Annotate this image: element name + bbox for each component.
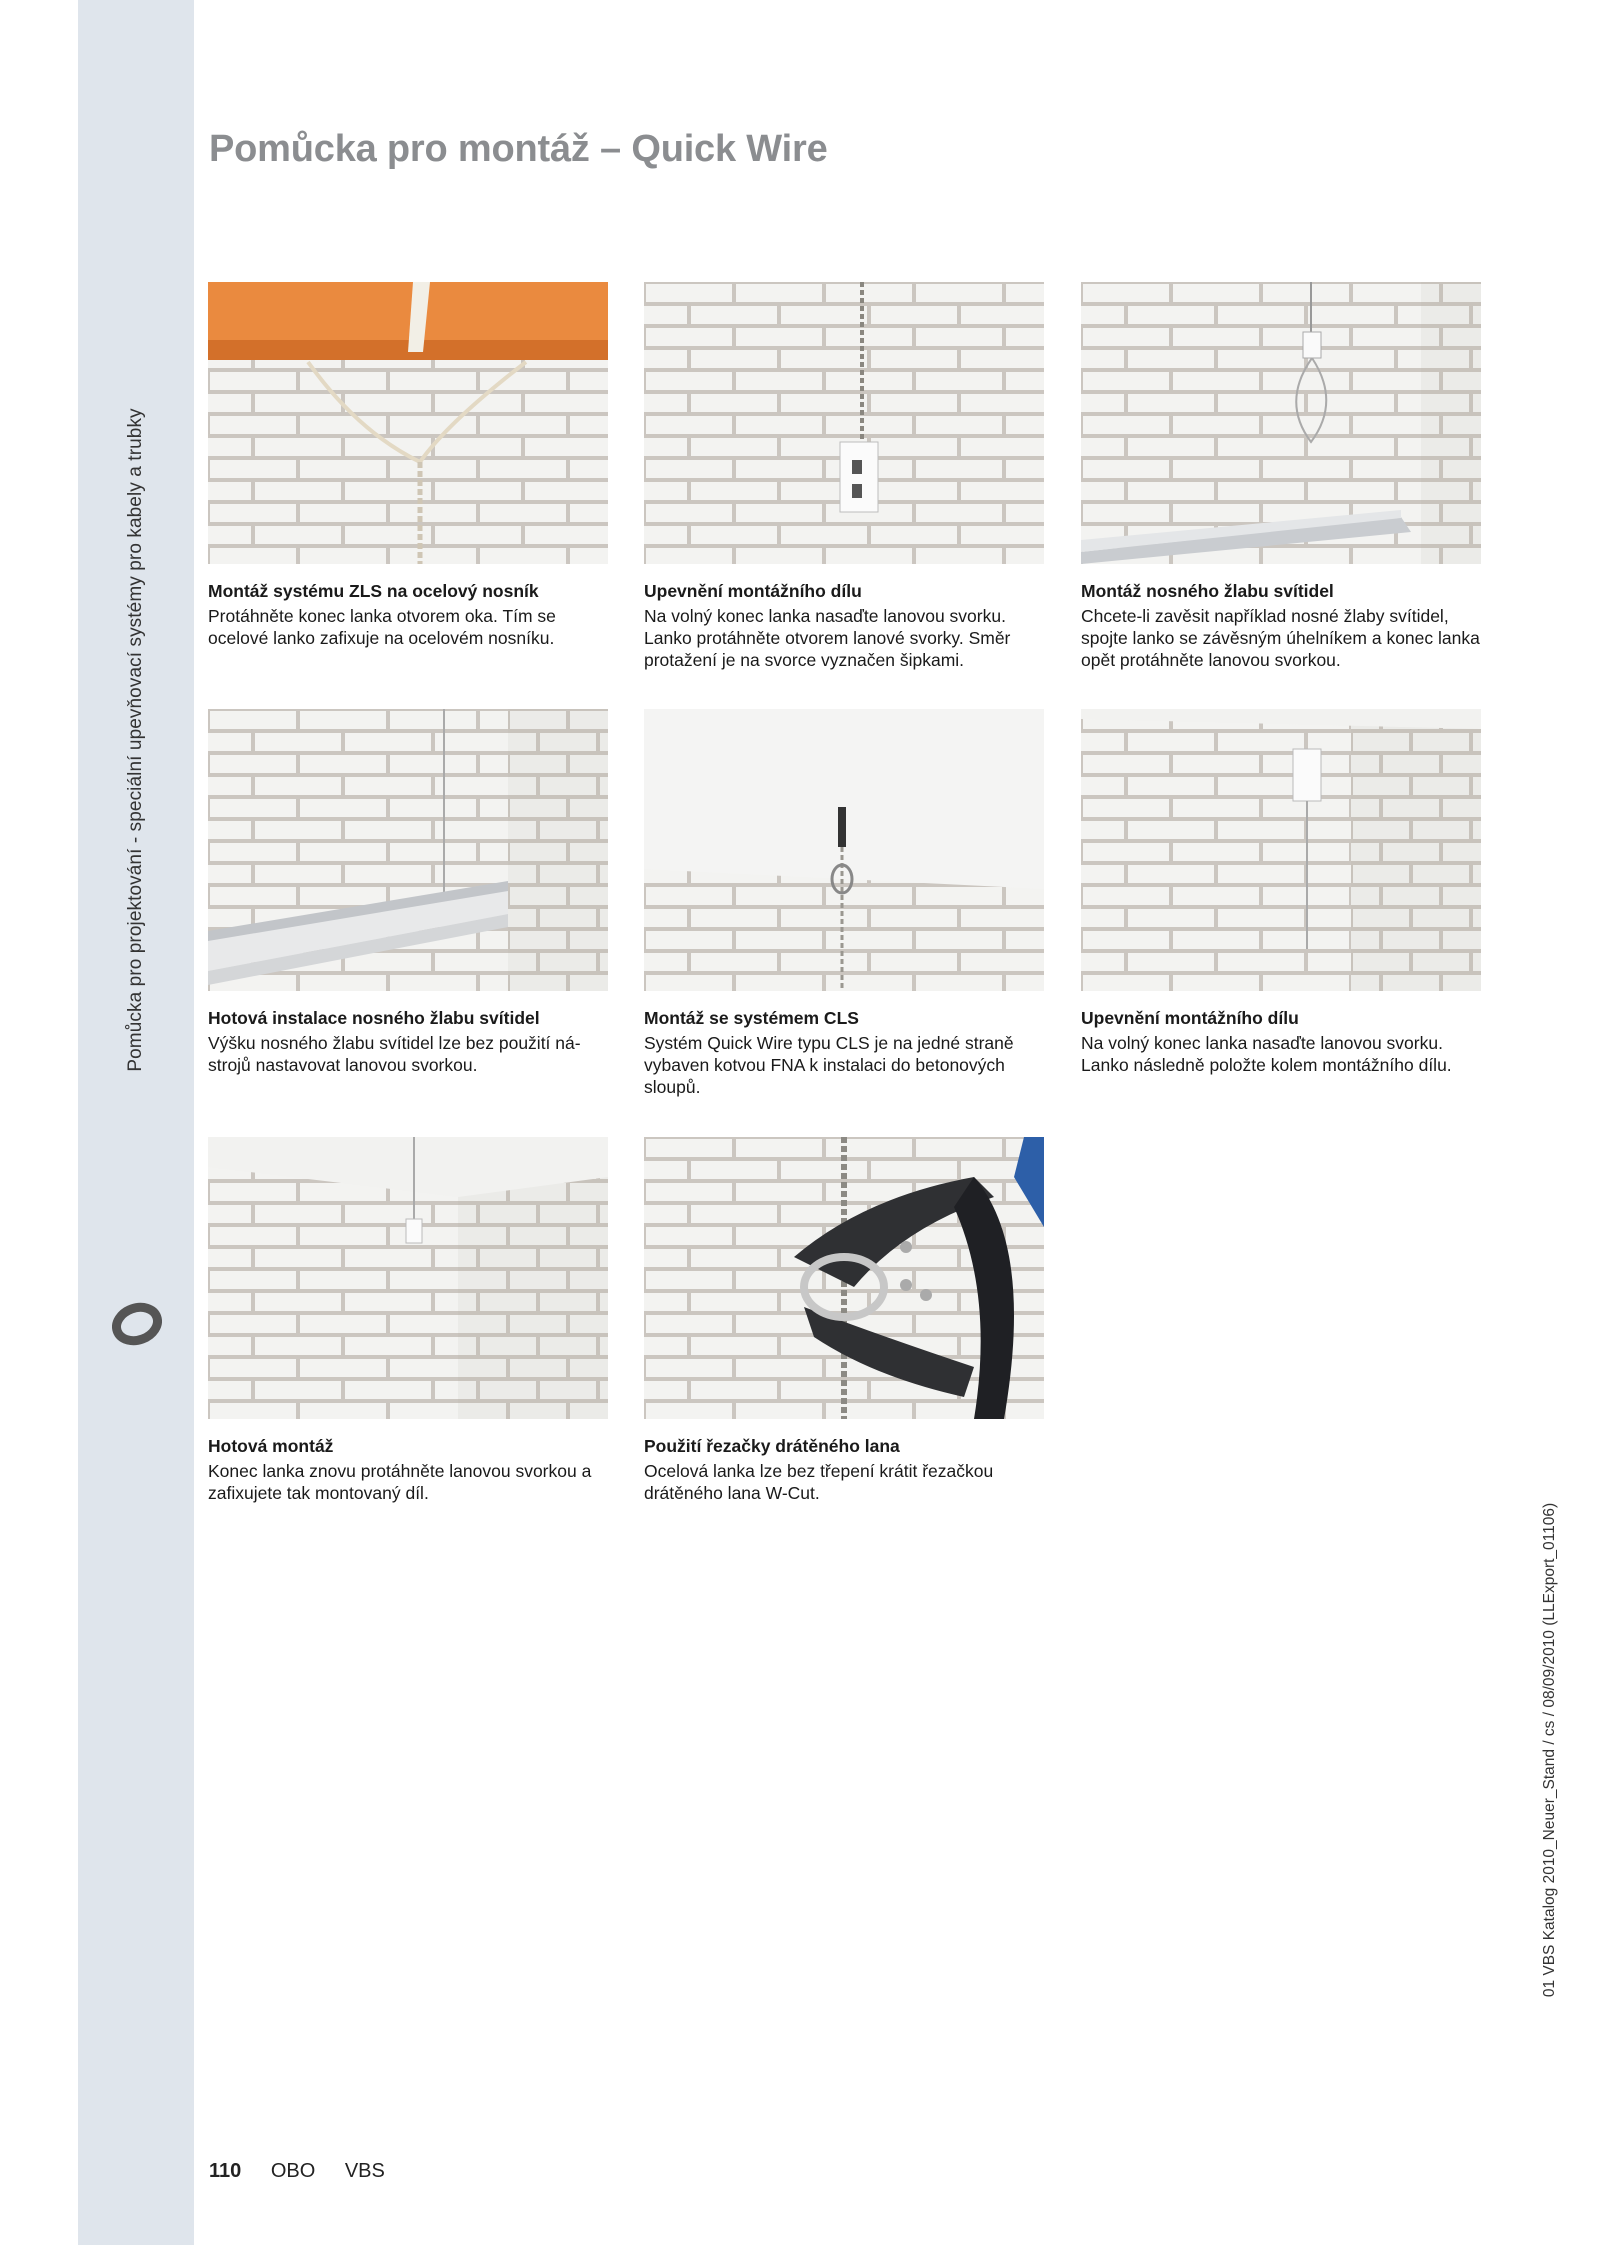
- photo-finished-mounting: [208, 1137, 608, 1419]
- card-title: Upevnění montážního dílu: [1081, 1008, 1299, 1028]
- step-card-2: [644, 282, 1044, 671]
- photo-zls-steel-beam: [208, 282, 608, 564]
- card-title: Hotová instalace nosného žlabu svítidel: [208, 1008, 540, 1028]
- card-title: Montáž systému ZLS na ocelový nosník: [208, 581, 539, 601]
- obo-ring-icon: [112, 1302, 162, 1346]
- card-title: Montáž nosného žlabu svítidel: [1081, 581, 1334, 601]
- step-card-4: [208, 709, 608, 1076]
- photo-luminaire-tray: [1081, 282, 1481, 564]
- card-text: Systém Quick Wire typu CLS je na jedné straně vybaven kotvou FNA k instalaci do betonových sloupů.: [644, 1033, 1014, 1097]
- card-text: Výšku nosného žlabu svítidel lze bez použití ná-strojů nastavovat lanovou svorkou.: [208, 1033, 581, 1075]
- photo-cls-system: [644, 709, 1044, 991]
- photo-finished-tray: [208, 709, 608, 991]
- card-text: Protáhněte konec lanka otvorem oka. Tím se ocelové lanko zafixuje na ocelovém nosníku.: [208, 606, 556, 648]
- page-title: Pomůcka pro montáž – Quick Wire: [209, 128, 828, 170]
- card-title: Hotová montáž: [208, 1436, 334, 1456]
- card-text: Na volný konec lanka nasaďte lanovou svorku. Lanko následně položte kolem montážního dílu.: [1081, 1033, 1452, 1075]
- page-footer: [209, 2160, 409, 2183]
- page-number: 110: [209, 2160, 242, 2182]
- step-card-6: [1081, 709, 1481, 1076]
- sidebar-strip: [78, 0, 194, 2245]
- card-text: Na volný konec lanka nasaďte lanovou svorku. Lanko protáhněte otvorem lanové svorky. Směr protažení je na svorce vyznačen šipkami.: [644, 606, 1011, 670]
- card-text: Ocelová lanka lze bez třepení krátit řezačkou drátěného lana W-Cut.: [644, 1461, 994, 1503]
- card-text: Konec lanka znovu protáhněte lanovou svorkou a zafixujete tak montovaný díl.: [208, 1461, 592, 1503]
- step-card-8: [644, 1137, 1044, 1504]
- footer-brand: OBO: [270, 2160, 316, 2182]
- step-card-5: [644, 709, 1044, 1098]
- card-title: Montáž se systémem CLS: [644, 1008, 859, 1028]
- card-title: Použití řezačky drátěného lana: [644, 1436, 900, 1456]
- step-card-3: [1081, 282, 1481, 671]
- footer-section: VBS: [344, 2160, 385, 2182]
- document-reference: 01 VBS Katalog 2010_Neuer_Stand / cs / 08/09/2010 (LLExport_01106): [1541, 1502, 1558, 1998]
- sidebar-section-label: Pomůcka pro projektování - speciální upevňovací systémy pro kabely a trubky: [125, 408, 146, 1072]
- card-title: Upevnění montážního dílu: [644, 581, 862, 601]
- photo-wire-cutter: [644, 1137, 1044, 1419]
- card-text: Chcete-li zavěsit například nosné žlaby svítidel, spojte lanko se závěsným úhelníkem a konec lanka opět protáhněte lanovou svorkou.: [1081, 606, 1480, 670]
- step-card-1: [208, 282, 608, 649]
- step-card-7: [208, 1137, 608, 1504]
- photo-mounting-part-2: [1081, 709, 1481, 991]
- photo-mounting-part: [644, 282, 1044, 564]
